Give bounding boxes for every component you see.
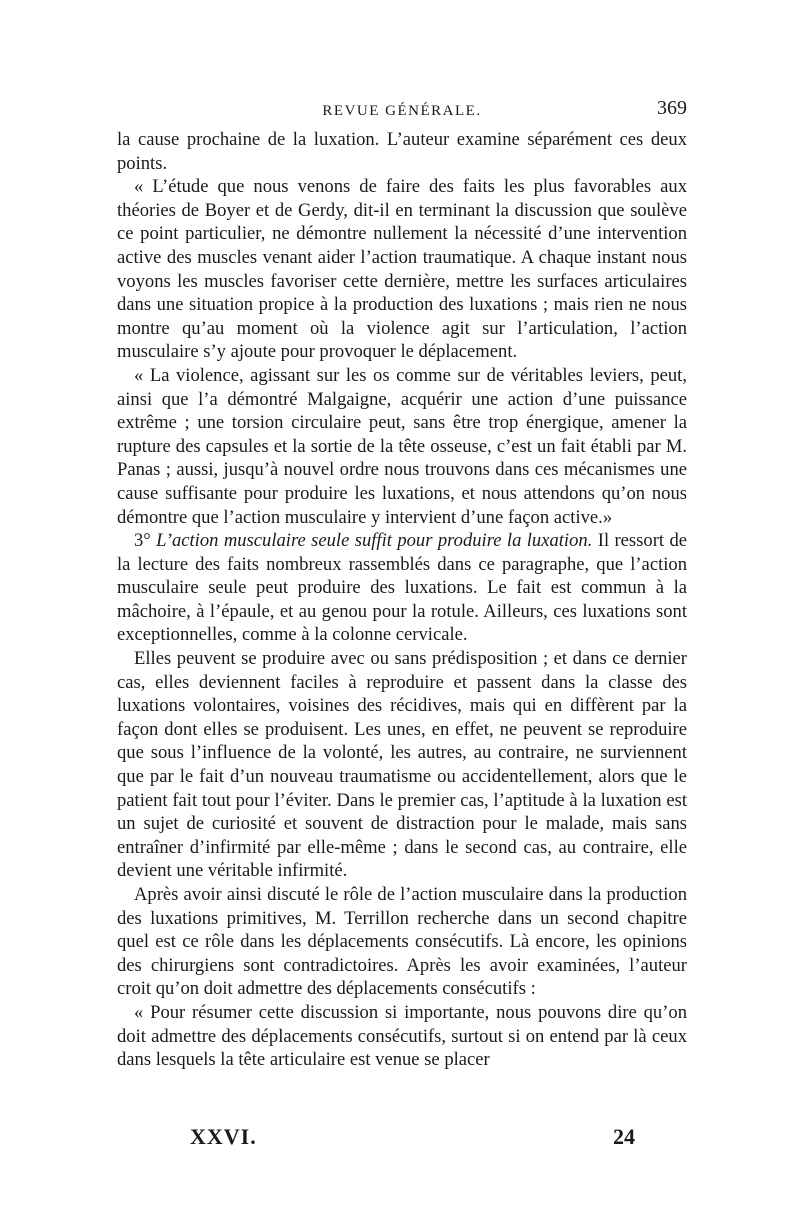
paragraph-voluntary-luxations: Elles peuvent se produire avec ou sans prédisposition ; et dans ce dernier cas, elles deviennent faciles à reproduire et passent dans la classe des luxations volontaires, voisines des récidives, mais qui en diffèrent par la façon dont elles se produisent. Les unes, en effet, ne peuvent se reproduire que sous l’influence de la volonté, les autres, au contraire, ne surviennent que par le fait d’un nouveau traumatisme ou accidentellement, alors que le patient fait tout pour l’éviter. Dans le premier cas, l’aptitude à la luxation est un sujet de curiosité et souvent de distraction pour le malade, mais sans entraîner d’infirmité par elle-même ; dans le second cas, au contraire, elle devient une véritable infirmité. — [117, 648, 687, 882]
section-number: 3° — [134, 530, 151, 552]
section-text: Il ressort de la lecture des faits nombreux rassemblés dans ce paragraphe, que l’action musculaire seule peut produire des luxations. Le fait est commun à la mâchoire, à l’épaule, et au genou pour la rotule. Ailleurs, ces luxations sont exceptionnelles, comme à la colonne cervicale. — [117, 530, 687, 646]
page-number: 369 — [657, 97, 687, 119]
paragraph-continuation: la cause prochaine de la luxation. L’auteur examine séparément ces deux points. — [117, 129, 687, 174]
paragraph-quote-1: « L’étude que nous venons de faire des faits les plus favorables aux théories de Boyer et de Gerdy, dit-il en terminant la discussion que soulève ce point particulier, ne démontre nullement la nécessité d’une intervention active des muscles venant aider l’action traumatique. A chaque instant nous voyons les muscles favoriser cette dernière, mettre les surfaces articulaires dans une situation propice à la production des luxations ; mais rien ne nous montre qu’au moment où la violence agit sur l’articulation, l’action musculaire s’y ajoute pour provoquer le déplacement. — [117, 176, 687, 363]
sheet-number: 24 — [613, 1124, 635, 1149]
page-header — [117, 97, 687, 123]
paragraph-consecutive-displacements: Après avoir ainsi discuté le rôle de l’action musculaire dans la production des luxations primitives, M. Terrillon recherche dans un second chapitre quel est ce rôle dans les déplacements consécutifs. Là encore, les opinions des chirurgiens sont contradictoires. Après les avoir examinées, l’auteur croit qu’on doit admettre des déplacements consécutifs : — [117, 884, 687, 1000]
body-text — [117, 128, 687, 1072]
paragraph-quote-2: « La violence, agissant sur les os comme sur de véritables leviers, peut, ainsi que l’a démontré Malgaigne, acquérir une action d’une puissance extrême ; une torsion circulaire peut, sans être trop énergique, amener la rupture des capsules et la sortie de la tête osseuse, c’est un fait établi par M. Panas ; aussi, jusqu’à nouvel ordre nous trouvons dans ces mécanismes une cause suffisante pour produire les luxations, et nous attendons qu’on nous démontre que l’action musculaire y intervient d’une façon active.» — [117, 364, 687, 528]
section-3-paragraph — [117, 529, 687, 647]
running-head: REVUE GÉNÉRALE. — [322, 103, 482, 119]
paragraph-summary-quote: « Pour résumer cette discussion si importante, nous pouvons dire qu’on doit admettre des déplacements consécutifs, surtout si on entend par là ceux dans lesquels la tête articulaire est venue se placer — [117, 1001, 687, 1071]
volume-signature: XXVI. — [190, 1124, 257, 1149]
page-footer — [190, 1124, 635, 1154]
section-title: L’action musculaire seule suffit pour produire la luxation. — [156, 530, 593, 552]
